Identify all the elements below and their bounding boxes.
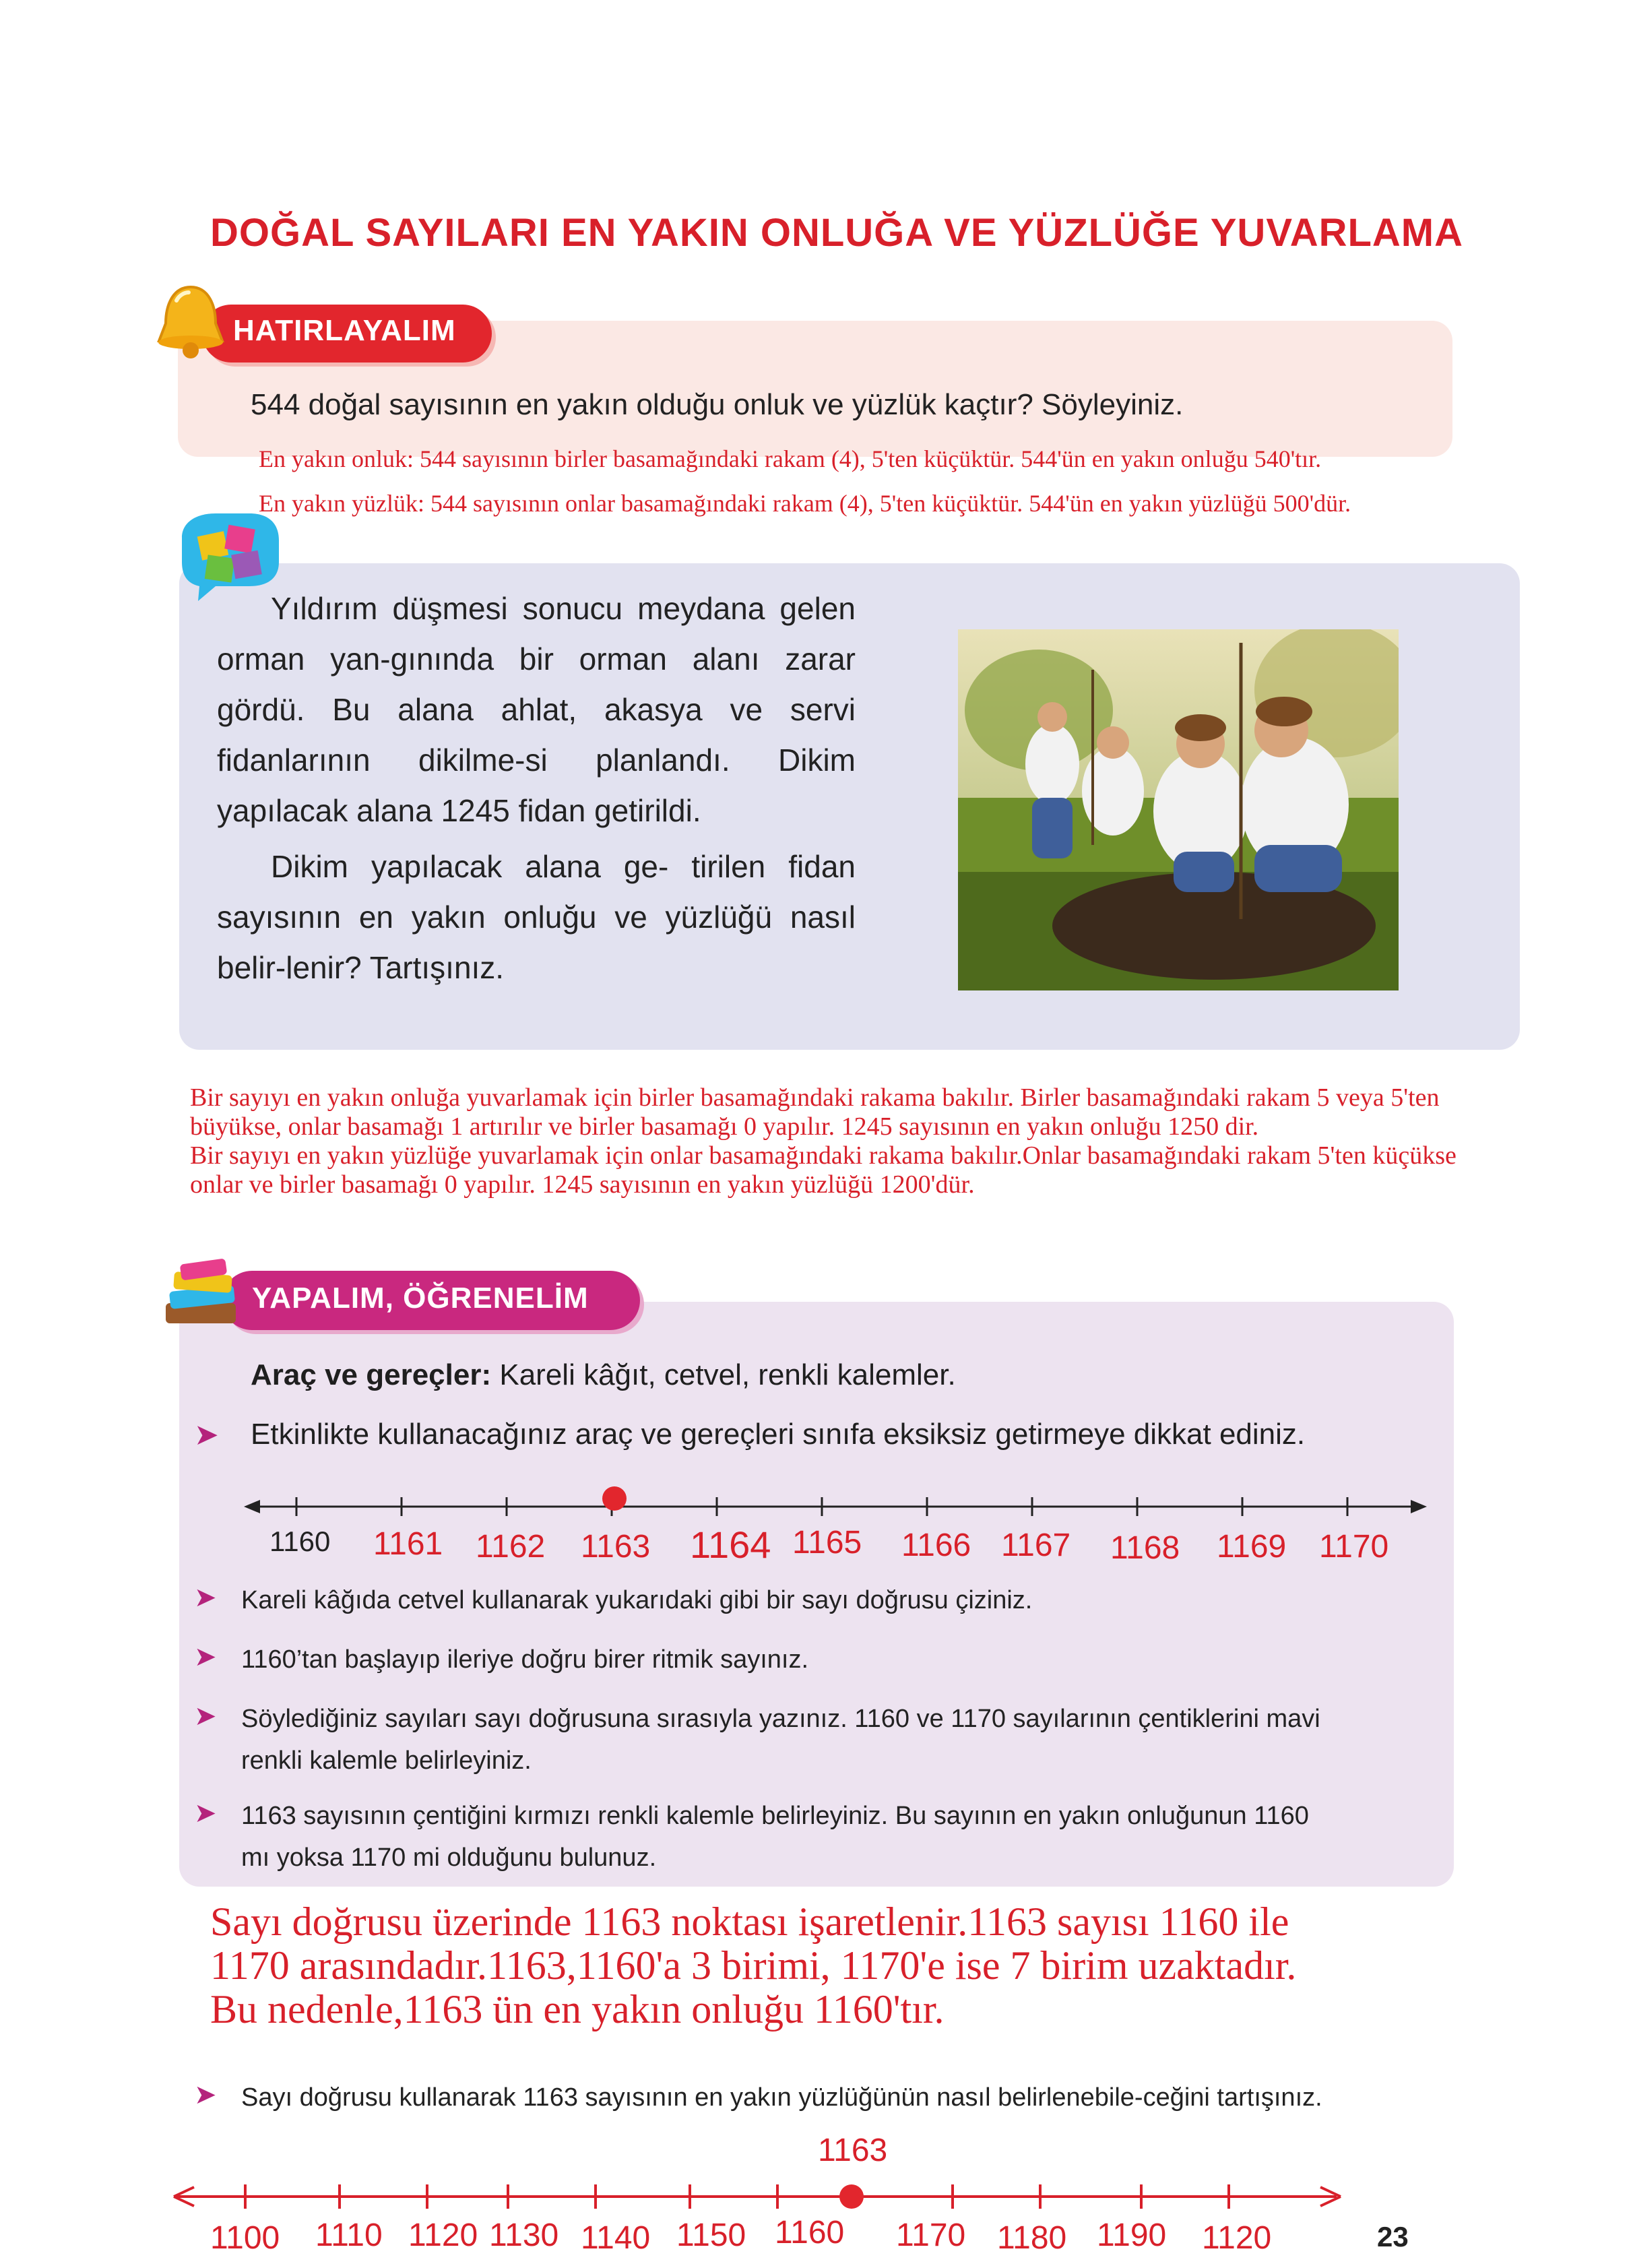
nl2-label: 1130: [489, 2217, 559, 2253]
story-text: [217, 584, 856, 993]
nl1-label: 1168: [1110, 1530, 1180, 1566]
bell-icon: [154, 283, 228, 363]
step-2: 1160’tan başlayıp ileriye doğru birer ritmik sayınız.: [241, 1645, 809, 1674]
answer-yuzluk: En yakın yüzlük: 544 sayısının onlar basamağındaki rakam (4), 5'ten küçüktür. 544'ün en yakın yüzlüğü 500'dür.: [259, 490, 1351, 517]
story-paragraph-2: Dikim yapılacak alana ge- tirilen fidan sayısının en yakın onluğu ve yüzlüğü nasıl belir-lenir? Tartışınız.: [217, 849, 856, 985]
hatirlayalim-label: HATIRLAYALIM: [233, 314, 456, 347]
books-icon: [160, 1256, 248, 1337]
story-paragraph-1: Yıldırım düşmesi sonucu meydana gelen orman yan-gınında bir orman alanı zarar gördü. Bu alana ahlat, akasya ve servi fidanlarının dikilme-si planlandı. Dikim yapılacak alana 1245 fidan getirildi.: [217, 591, 856, 828]
nl1-label: 1167: [1001, 1527, 1071, 1563]
nl1-label: 1162: [476, 1529, 546, 1565]
nl2-label: 1120: [1202, 2220, 1272, 2256]
tools-text: Kareli kâğıt, cetvel, renkli kalemler.: [491, 1358, 956, 1391]
story-answer-line-2: büyükse, onlar basamağı 1 artırılır ve birler basamağı 0 yapılır. 1245 sayısının en yakın onluğu 1250 dir.: [190, 1112, 1259, 1141]
final-step: Sayı doğrusu kullanarak 1163 sayısının en yakın yüzlüğünün nasıl belirlenebile-ceğini tartışınız.: [241, 2083, 1322, 2112]
nl1-label: 1160: [269, 1525, 331, 1557]
marker-1163: [602, 1486, 627, 1511]
number-line-2: [171, 2172, 1343, 2219]
nl2-marker-label: 1163: [818, 2133, 888, 2168]
nl2-label: 1140: [581, 2220, 651, 2256]
step-4: 1163 sayısının çentiğini kırmızı renkli kalemle belirleyiniz. Bu sayının en yakın onluğunun 1160: [241, 1802, 1309, 1830]
arrow-bullet-icon: ➤: [194, 1701, 217, 1731]
nl2-label: 1190: [1097, 2217, 1167, 2253]
nl1-label: 1165: [792, 1525, 862, 1561]
story-answer-line-1: Bir sayıyı en yakın onluğa yuvarlamak için birler basamağındaki rakama bakılır. Birler basamağındaki rakam 5 veya 5'ten: [190, 1083, 1440, 1112]
page-title: DOĞAL SAYILARI EN YAKIN ONLUĞA VE YÜZLÜĞE YUVARLAMA: [210, 211, 1463, 255]
nl2-label: 1160: [775, 2215, 845, 2250]
tree-planting-photo: [958, 629, 1399, 990]
answer-onluk: En yakın onluk: 544 sayısının birler basamağındaki rakam (4), 5'ten küçüktür. 544'ün en yakın onluğu 540'tır.: [259, 445, 1322, 472]
big-answer: [210, 1900, 1296, 2031]
arrow-bullet-icon: ➤: [194, 2080, 217, 2110]
story-answer-line-4: onlar ve birler basamağı 0 yapılır. 1245 sayısının en yakın yüzlüğü 1200'dür.: [190, 1170, 975, 1199]
reminder-text: Etkinlikte kullanacağınız araç ve gereçleri sınıfa eksiksiz getirmeye dikkat ediniz.: [251, 1418, 1306, 1451]
nl2-label: 1180: [997, 2220, 1067, 2256]
step-1: Kareli kâğıda cetvel kullanarak yukarıdaki gibi bir sayı doğrusu çiziniz.: [241, 1586, 1033, 1614]
arrow-bullet-icon: ➤: [194, 1642, 217, 1672]
arrow-bullet-icon: ➤: [194, 1583, 217, 1612]
big-answer-line-1: Sayı doğrusu üzerinde 1163 noktası işaretlenir.1163 sayısı 1160 ile: [210, 1899, 1289, 1944]
nl2-label: 1110: [315, 2217, 383, 2253]
marker-1163-dot: [839, 2184, 864, 2209]
hatirlayalim-question: 544 doğal sayısının en yakın olduğu onluk ve yüzlük kaçtır? Söyleyiniz.: [251, 388, 1184, 421]
nl2-label: 1170: [896, 2217, 966, 2253]
nl1-label: 1161: [373, 1526, 443, 1562]
nl1-label: 1164: [690, 1523, 771, 1566]
nl1-label: 1169: [1217, 1529, 1287, 1565]
story-answer-line-3: Bir sayıyı en yakın yüzlüğe yuvarlamak için onlar basamağındaki rakama bakılır.Onlar basamağındaki rakam 5'ten küçükse: [190, 1141, 1457, 1170]
nl2-label: 1100: [210, 2220, 280, 2256]
nl1-label: 1163: [581, 1529, 651, 1565]
tools-label: Araç ve gereçler:: [251, 1358, 492, 1391]
big-answer-line-2: 1170 arasındadır.1163,1160'a 3 birimi, 1170'e ise 7 birim uzaktadır.: [210, 1943, 1297, 1988]
tools-line: [251, 1358, 956, 1392]
step-3-cont: renkli kalemle belirleyiniz.: [241, 1746, 532, 1775]
big-answer-line-3: Bu nedenle,1163 ün en yakın onluğu 1160'tır.: [210, 1987, 945, 2031]
nl2-label: 1150: [676, 2217, 746, 2253]
yapalim-label: YAPALIM, ÖĞRENELİM: [252, 1282, 589, 1315]
step-3: Söylediğiniz sayıları sayı doğrusuna sırasıyla yazınız. 1160 ve 1170 sayılarının çentiklerini mavi: [241, 1705, 1320, 1733]
arrow-bullet-icon: ➤: [194, 1418, 219, 1451]
nl1-label: 1166: [901, 1527, 971, 1563]
arrow-bullet-icon: ➤: [194, 1798, 217, 1828]
step-4-cont: mı yoksa 1170 mi olduğunu bulunuz.: [241, 1844, 657, 1872]
nl2-label: 1120: [408, 2217, 478, 2253]
page-number: 23: [1377, 2221, 1409, 2253]
nl1-label: 1170: [1319, 1529, 1389, 1565]
